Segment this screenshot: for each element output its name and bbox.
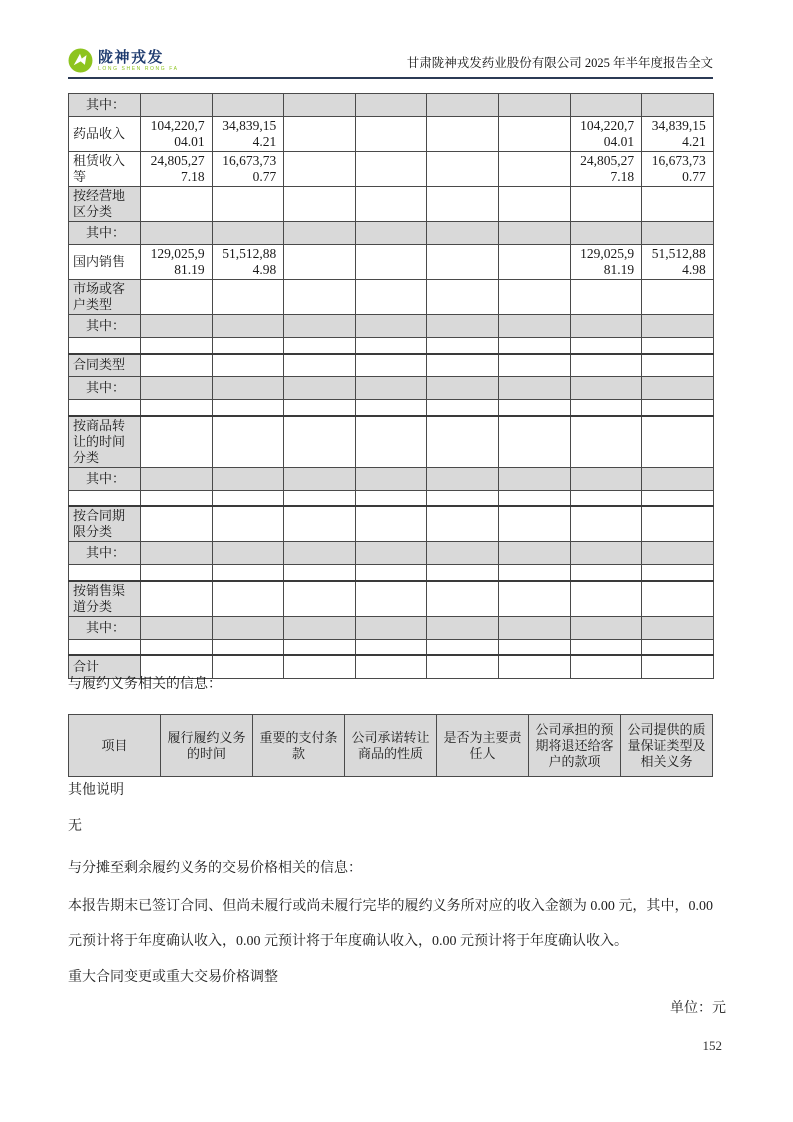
row-label: 合同类型	[69, 354, 141, 377]
cell-value	[355, 354, 427, 377]
cell-value	[642, 655, 714, 678]
cell-value	[498, 338, 570, 354]
table-row	[69, 581, 714, 617]
page-header	[68, 44, 713, 79]
cell-value	[427, 338, 499, 354]
cell-value	[642, 338, 714, 354]
cell-value	[141, 581, 213, 617]
cell-value	[212, 222, 284, 245]
cell-value	[570, 94, 642, 117]
cell-value	[498, 581, 570, 617]
cell-value	[284, 222, 356, 245]
cell-value: 34,839,154.21	[212, 117, 284, 152]
cell-value	[498, 416, 570, 468]
cell-value	[212, 354, 284, 377]
row-label: 国内销售	[69, 245, 141, 280]
cell-value	[642, 354, 714, 377]
cell-value	[570, 639, 642, 655]
cell-value	[642, 639, 714, 655]
cell-value	[427, 222, 499, 245]
cell-value	[141, 542, 213, 565]
table-row	[69, 639, 714, 655]
row-label: 其中：	[69, 94, 141, 117]
cell-value	[427, 639, 499, 655]
cell-value	[212, 490, 284, 506]
cell-value	[570, 315, 642, 338]
page-number: 152	[702, 1038, 722, 1053]
cell-value	[570, 565, 642, 581]
cell-value	[427, 400, 499, 416]
table-row	[69, 616, 714, 639]
cell-value	[498, 315, 570, 338]
cell-value	[284, 542, 356, 565]
row-label	[69, 565, 141, 581]
cell-value	[284, 117, 356, 152]
cell-value	[212, 506, 284, 542]
obligation-section-label: 与履约义务相关的信息：	[68, 677, 222, 692]
cell-value	[642, 506, 714, 542]
table-row	[69, 245, 714, 280]
cell-value	[498, 565, 570, 581]
revenue-breakdown-table	[68, 93, 714, 679]
cell-value	[212, 94, 284, 117]
cell-value	[212, 416, 284, 468]
cell-value	[212, 338, 284, 354]
cell-value	[427, 315, 499, 338]
table-row	[69, 187, 714, 222]
cell-value	[498, 506, 570, 542]
cell-value	[141, 655, 213, 678]
cell-value: 129,025,981.19	[141, 245, 213, 280]
cell-value	[570, 338, 642, 354]
cell-value	[570, 616, 642, 639]
row-label: 按销售渠道分类	[69, 581, 141, 617]
row-label: 其中：	[69, 467, 141, 490]
cell-value	[284, 377, 356, 400]
column-header: 重要的支付条款	[253, 715, 345, 777]
cell-value	[355, 581, 427, 617]
cell-value	[355, 639, 427, 655]
obligation-info-table	[68, 714, 713, 777]
cell-value	[284, 416, 356, 468]
cell-value	[498, 639, 570, 655]
column-header: 是否为主要责任人	[437, 715, 529, 777]
table-row	[69, 506, 714, 542]
cell-value	[427, 280, 499, 315]
cell-value	[427, 187, 499, 222]
cell-value	[427, 616, 499, 639]
cell-value	[355, 506, 427, 542]
cell-value	[212, 187, 284, 222]
cell-value	[498, 467, 570, 490]
cell-value	[212, 655, 284, 678]
row-label: 按经营地区分类	[69, 187, 141, 222]
cell-value	[642, 616, 714, 639]
cell-value	[498, 655, 570, 678]
table-row	[69, 490, 714, 506]
company-logo	[68, 48, 179, 77]
table-row	[69, 280, 714, 315]
other-note-label: 其他说明	[68, 783, 124, 798]
cell-value	[570, 581, 642, 617]
cell-value	[212, 639, 284, 655]
cell-value: 16,673,730.77	[642, 152, 714, 187]
cell-value	[284, 315, 356, 338]
cell-value	[498, 377, 570, 400]
column-header: 公司承诺转让商品的性质	[345, 715, 437, 777]
brand-subtitle: LONG SHEN RONG FA	[98, 65, 179, 72]
cell-value: 104,220,704.01	[570, 117, 642, 152]
row-label: 市场或客户类型	[69, 280, 141, 315]
cell-value	[642, 222, 714, 245]
cell-value	[284, 565, 356, 581]
cell-value	[141, 490, 213, 506]
cell-value	[355, 377, 427, 400]
cell-value	[642, 377, 714, 400]
other-note-value: 无	[68, 819, 82, 834]
table-row	[69, 400, 714, 416]
cell-value	[427, 490, 499, 506]
cell-value	[141, 315, 213, 338]
table-row	[69, 152, 714, 187]
row-label: 按商品转让的时间分类	[69, 416, 141, 468]
cell-value	[355, 467, 427, 490]
cell-value	[212, 377, 284, 400]
cell-value	[642, 416, 714, 468]
cell-value	[498, 400, 570, 416]
cell-value	[141, 565, 213, 581]
table-row	[69, 467, 714, 490]
cell-value	[642, 565, 714, 581]
cell-value	[427, 152, 499, 187]
cell-value	[284, 639, 356, 655]
cell-value	[498, 245, 570, 280]
cell-value	[570, 655, 642, 678]
cell-value	[355, 655, 427, 678]
cell-value	[570, 490, 642, 506]
document-title: 甘肃陇神戎发药业股份有限公司 2025 年半年度报告全文	[406, 56, 713, 70]
cell-value	[355, 94, 427, 117]
table-row	[69, 338, 714, 354]
cell-value	[141, 94, 213, 117]
cell-value	[427, 94, 499, 117]
cell-value	[355, 245, 427, 280]
cell-value	[355, 222, 427, 245]
cell-value	[355, 117, 427, 152]
table-row	[69, 94, 714, 117]
cell-value	[498, 94, 570, 117]
cell-value	[427, 467, 499, 490]
cell-value	[427, 117, 499, 152]
cell-value	[212, 616, 284, 639]
cell-value	[642, 581, 714, 617]
cell-value	[498, 354, 570, 377]
cell-value	[212, 315, 284, 338]
cell-value	[355, 400, 427, 416]
cell-value	[141, 187, 213, 222]
logo-text	[98, 50, 179, 72]
cell-value: 129,025,981.19	[570, 245, 642, 280]
cell-value	[427, 416, 499, 468]
column-header: 履行履约义务的时间	[161, 715, 253, 777]
cell-value: 104,220,704.01	[141, 117, 213, 152]
cell-value	[642, 187, 714, 222]
remaining-obligation-label: 与分摊至剩余履约义务的交易价格相关的信息：	[68, 861, 362, 876]
cell-value: 24,805,277.18	[570, 152, 642, 187]
row-label: 租赁收入等	[69, 152, 141, 187]
cell-value	[570, 542, 642, 565]
major-change-label: 重大合同变更或重大交易价格调整	[68, 970, 278, 985]
cell-value	[427, 506, 499, 542]
cell-value	[355, 490, 427, 506]
cell-value	[212, 467, 284, 490]
cell-value	[498, 222, 570, 245]
cell-value	[355, 416, 427, 468]
cell-value	[141, 280, 213, 315]
cell-value	[570, 187, 642, 222]
cell-value	[498, 490, 570, 506]
cell-value	[284, 280, 356, 315]
revenue-table-body	[69, 94, 714, 679]
cell-value	[427, 542, 499, 565]
cell-value	[427, 565, 499, 581]
cell-value	[284, 467, 356, 490]
table-row	[69, 542, 714, 565]
cell-value	[570, 354, 642, 377]
table-row	[69, 655, 714, 678]
cell-value	[355, 152, 427, 187]
cell-value: 51,512,884.98	[212, 245, 284, 280]
cell-value	[427, 655, 499, 678]
cell-value	[570, 467, 642, 490]
cell-value	[498, 152, 570, 187]
cell-value	[212, 542, 284, 565]
column-header: 公司提供的质量保证类型及相关义务	[621, 715, 713, 777]
cell-value	[284, 152, 356, 187]
cell-value	[141, 377, 213, 400]
cell-value	[284, 655, 356, 678]
obligation-header-row	[69, 715, 713, 777]
cell-value	[141, 639, 213, 655]
cell-value	[141, 400, 213, 416]
cell-value	[355, 338, 427, 354]
cell-value	[570, 416, 642, 468]
cell-value	[284, 616, 356, 639]
cell-value	[284, 581, 356, 617]
cell-value	[141, 222, 213, 245]
cell-value	[642, 542, 714, 565]
cell-value	[498, 280, 570, 315]
cell-value	[642, 467, 714, 490]
logo-bird-icon	[68, 48, 93, 73]
column-header: 项目	[69, 715, 161, 777]
cell-value	[427, 354, 499, 377]
cell-value	[642, 400, 714, 416]
cell-value	[642, 315, 714, 338]
cell-value	[498, 117, 570, 152]
table-row	[69, 377, 714, 400]
cell-value	[642, 490, 714, 506]
cell-value	[141, 467, 213, 490]
cell-value	[141, 506, 213, 542]
cell-value	[642, 280, 714, 315]
row-label: 其中：	[69, 377, 141, 400]
table-row	[69, 222, 714, 245]
cell-value	[427, 245, 499, 280]
cell-value	[212, 400, 284, 416]
cell-value: 24,805,277.18	[141, 152, 213, 187]
cell-value	[355, 616, 427, 639]
cell-value	[498, 187, 570, 222]
cell-value	[570, 280, 642, 315]
cell-value	[141, 416, 213, 468]
cell-value	[141, 616, 213, 639]
cell-value	[284, 245, 356, 280]
cell-value	[427, 377, 499, 400]
cell-value	[498, 542, 570, 565]
cell-value	[355, 542, 427, 565]
cell-value	[212, 280, 284, 315]
cell-value	[355, 280, 427, 315]
cell-value	[284, 490, 356, 506]
row-label: 药品收入	[69, 117, 141, 152]
row-label: 其中：	[69, 222, 141, 245]
cell-value	[284, 187, 356, 222]
cell-value	[284, 400, 356, 416]
cell-value	[284, 506, 356, 542]
cell-value	[212, 581, 284, 617]
remaining-obligation-paragraph: 本报告期末已签订合同、但尚未履行或尚未履行完毕的履约义务所对应的收入金额为 0.00 元，其中，0.00 元预计将于年度确认收入，0.00 元预计将于年度确认收入，0.00 元预计将于年度确认收入。	[68, 899, 713, 949]
cell-value	[141, 338, 213, 354]
cell-value	[284, 94, 356, 117]
cell-value	[212, 565, 284, 581]
table-row	[69, 416, 714, 468]
column-header: 公司承担的预期将退还给客户的款项	[529, 715, 621, 777]
cell-value	[570, 222, 642, 245]
cell-value	[570, 400, 642, 416]
cell-value	[498, 616, 570, 639]
cell-value	[355, 565, 427, 581]
cell-value	[427, 581, 499, 617]
cell-value	[570, 377, 642, 400]
row-label: 其中：	[69, 315, 141, 338]
cell-value: 34,839,154.21	[642, 117, 714, 152]
row-label	[69, 639, 141, 655]
row-label	[69, 490, 141, 506]
cell-value	[570, 506, 642, 542]
cell-value	[642, 94, 714, 117]
cell-value	[355, 187, 427, 222]
table-row	[69, 565, 714, 581]
cell-value: 16,673,730.77	[212, 152, 284, 187]
cell-value	[141, 354, 213, 377]
brand-name: 陇神戎发	[98, 48, 165, 66]
row-label	[69, 400, 141, 416]
cell-value	[355, 315, 427, 338]
row-label: 其中：	[69, 616, 141, 639]
cell-value	[284, 354, 356, 377]
table-row	[69, 315, 714, 338]
table-row	[69, 117, 714, 152]
row-label: 合计	[69, 655, 141, 678]
cell-value: 51,512,884.98	[642, 245, 714, 280]
row-label: 其中：	[69, 542, 141, 565]
row-label: 按合同期限分类	[69, 506, 141, 542]
table-row	[69, 354, 714, 377]
row-label	[69, 338, 141, 354]
unit-label: 单位：元	[670, 1001, 726, 1016]
cell-value	[284, 338, 356, 354]
